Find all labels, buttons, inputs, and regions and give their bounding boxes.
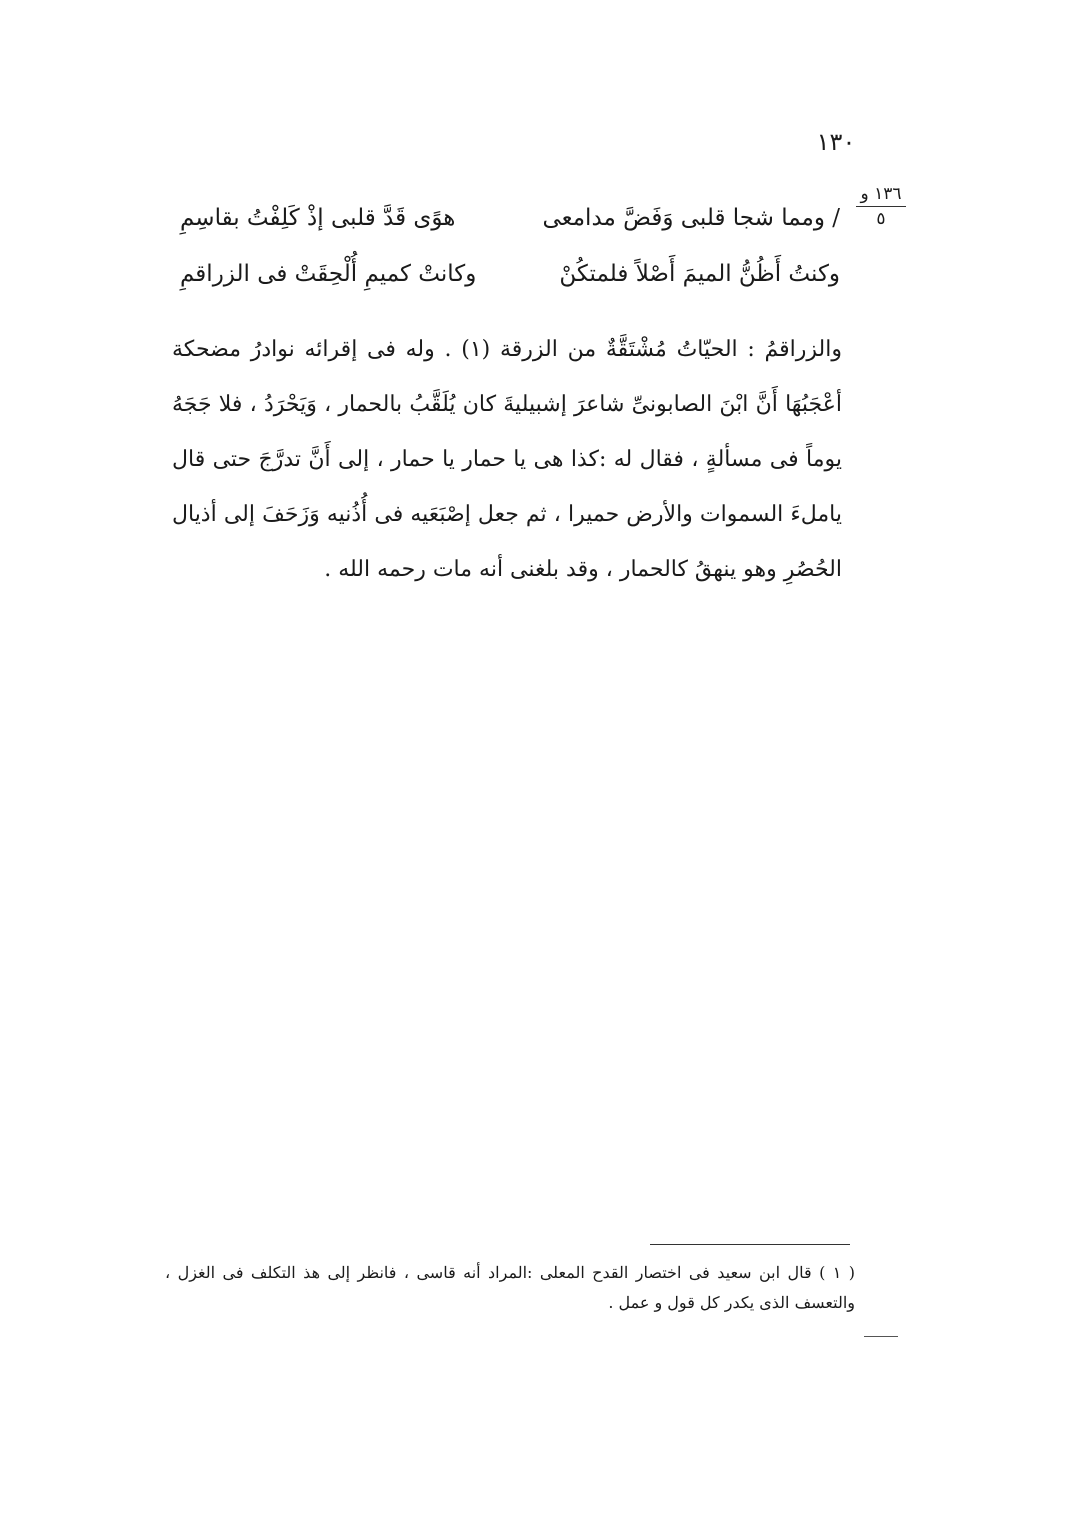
- prose-body: [172, 322, 842, 597]
- margin-folio: ١٣٦ و: [856, 184, 906, 207]
- margin-line-number: ٥: [876, 209, 886, 229]
- poem-verse: [180, 246, 840, 302]
- bottom-margin-rule: [864, 1336, 898, 1337]
- verse-second-hemistich: وكانتْ كميمِ أُلْحِقَتْ فى الزراقمِ: [180, 261, 477, 287]
- verse-first-hemistich: وكنتُ أَظُنُّ الميمَ أَصْلاً فلمتكُنْ: [559, 261, 840, 287]
- prose-paragraph: والزراقمُ : الحيّاتُ مُشْتَقَّةٌ من الزرقة (١) . وله فى إقرائه نوادرُ مضحكة أعْجَبُهَا أَنَّ ابْنَ الصابونىِّ شاعرَ إشبيليةَ كان يُلَقَّبُ بالحمار ، وَيَحْرَدُ ، فلا جَجَهُ يوماً فى مسألةٍ ، فقال له :كذا هى يا حمار يا حمار ، إلى أَنَّ تدرَّجَ حتى قال ياملءَ السموات والأرض حميرا ، ثم جعل إصْبَعَيه فى أُذُنيه وَزَحَفَ إلى أذيال الحُصُرِ وهو ينهقُ كالحمار ، وقد بلغنى أنه مات رحمه الله .: [172, 337, 842, 582]
- margin-note: [856, 184, 906, 229]
- verse-first-hemistich: / ومما شجا قلبى وَفَضَّ مدامعى: [542, 205, 840, 231]
- poem: [180, 190, 840, 302]
- footnote-separator: [650, 1244, 850, 1245]
- page-number: ١٣٠: [816, 128, 856, 156]
- footnotes: [165, 1258, 855, 1318]
- verse-second-hemistich: هوًى قَدَّ قلبى إذْ كَلِفْتُ بقاسِمِ: [180, 205, 456, 231]
- poem-verse: [180, 190, 840, 246]
- footnote: ( ١ ) قال ابن سعيد فى اختصار القدح المعلى :المراد أنه قاسى ، فانظر إلى هذ التكلف فى الغزل ، والتعسف الذى يكدر كل قول و عمل .: [165, 1263, 856, 1312]
